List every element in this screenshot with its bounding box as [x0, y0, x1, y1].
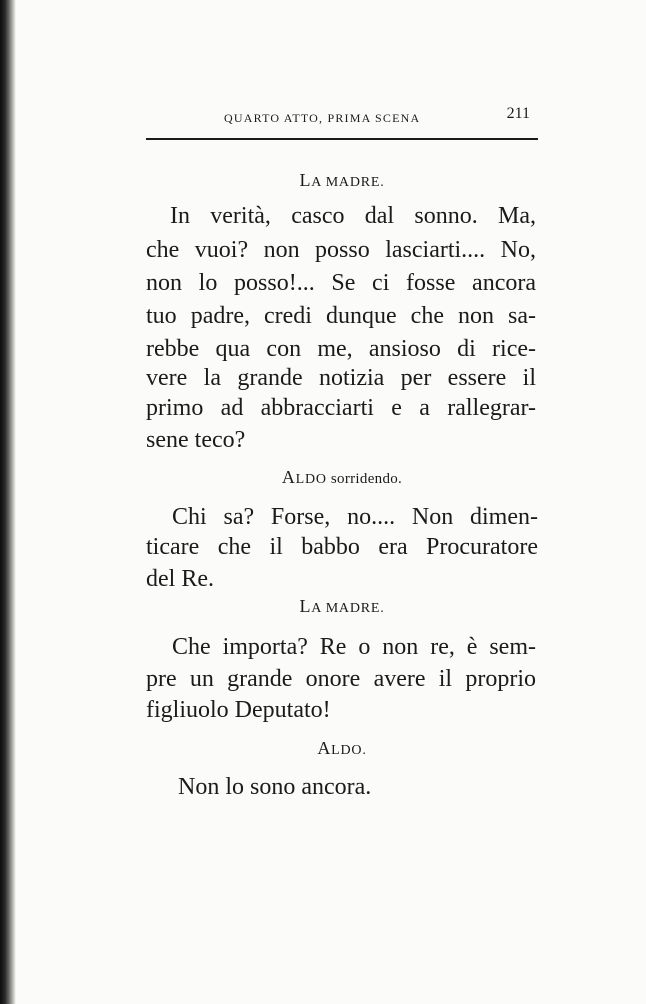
speaker-initial: L	[299, 596, 312, 616]
speaker-name: LDO	[295, 472, 327, 487]
header-rule	[146, 138, 538, 140]
text-line: ticare che il babbo era Procuratore	[146, 534, 538, 560]
text-line: In verità, casco dal sonno. Ma,	[170, 203, 536, 229]
text-line: figliuolo Deputato!	[146, 697, 331, 723]
text-line: del Re.	[146, 566, 214, 592]
binding-edge	[0, 0, 16, 1004]
text-line: rebbe qua con me, ansioso di rice-	[146, 336, 536, 362]
text-line: tuo padre, credi dunque che non sa-	[146, 303, 536, 329]
speaker-name: LDO.	[331, 743, 367, 758]
page-number: 211	[506, 105, 530, 122]
text-line: sene teco?	[146, 427, 246, 453]
text-line: non lo posso!... Se ci fosse ancora	[146, 270, 536, 296]
speaker-label	[146, 170, 538, 191]
text-line: Che importa? Re o non re, è sem-	[172, 634, 536, 660]
text-line: pre un grande onore avere il proprio	[146, 666, 536, 692]
speaker-name: A MADRE.	[311, 175, 385, 190]
running-head	[146, 103, 538, 127]
text-line: primo ad abbracciarti e a rallegrar-	[146, 395, 536, 421]
speaker-initial: A	[317, 738, 332, 758]
speaker-label	[146, 596, 538, 617]
speaker-label	[146, 467, 538, 488]
text-line: che vuoi? non posso lasciarti.... No,	[146, 237, 536, 263]
speaker-initial: L	[299, 170, 312, 190]
speaker-label	[146, 738, 538, 759]
text-line: Chi sa? Forse, no.... Non dimen-	[172, 504, 538, 530]
text-line: Non lo sono ancora.	[178, 774, 372, 800]
text-line: vere la grande notizia per essere il	[146, 365, 536, 391]
speaker-initial: A	[281, 467, 296, 487]
speaker-name: A MADRE.	[311, 601, 385, 616]
running-head-title: QUARTO ATTO, PRIMA SCENA	[224, 111, 421, 125]
stage-direction: sorridendo.	[326, 471, 403, 487]
